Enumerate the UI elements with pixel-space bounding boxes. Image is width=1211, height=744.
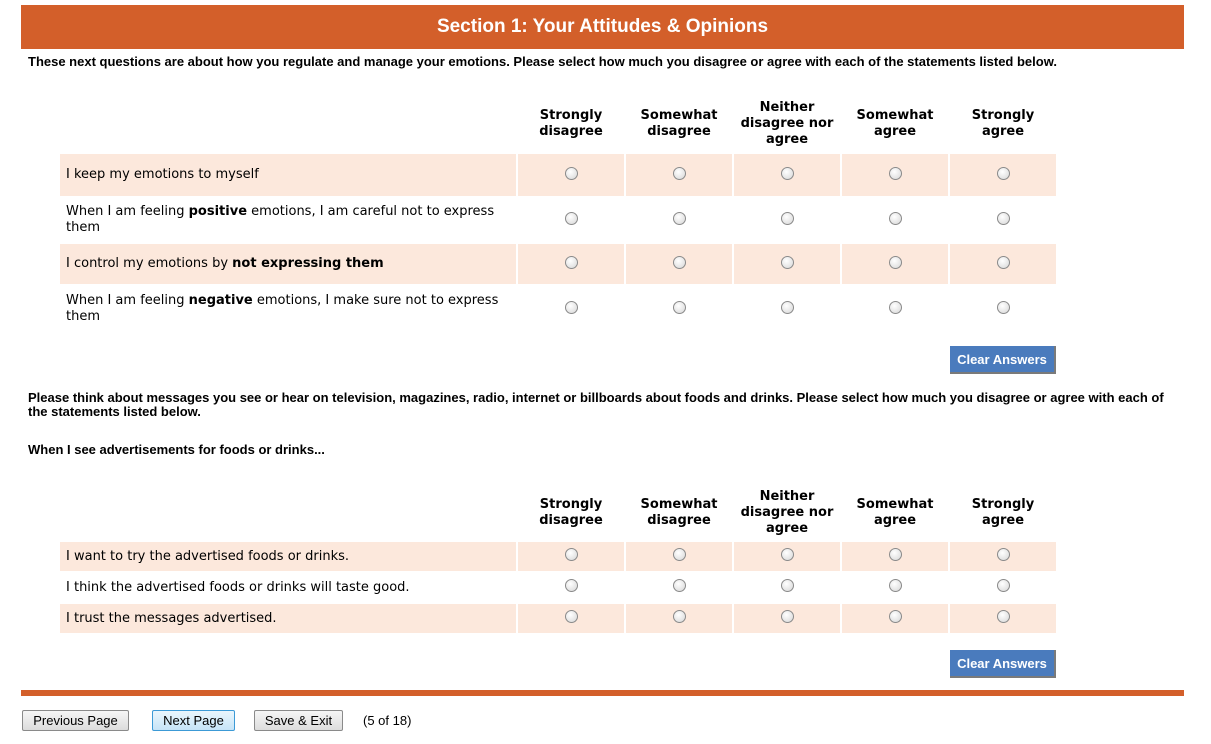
- answer-radio[interactable]: [781, 548, 794, 561]
- answer-radio[interactable]: [997, 548, 1010, 561]
- block2-lead: When I see advertisements for foods or drinks...: [28, 442, 325, 457]
- question-text-part: I want to try the advertised foods or drinks.: [66, 548, 350, 564]
- answer-radio[interactable]: [781, 610, 794, 623]
- question-text-part: I trust the messages advertised.: [66, 610, 277, 626]
- answer-radio[interactable]: [781, 579, 794, 592]
- column-header: Strongly disagree: [539, 496, 603, 528]
- answer-cell: [950, 286, 1056, 332]
- answer-cell: [950, 542, 1056, 571]
- answer-cell: [626, 154, 732, 196]
- column-header: Somewhat disagree: [640, 496, 718, 528]
- footer-divider: [21, 690, 1184, 696]
- advertising-question-grid: [58, 483, 1058, 635]
- emotion-question-grid: [58, 93, 1058, 334]
- answer-cell: [734, 286, 840, 332]
- header-blank: [60, 485, 516, 540]
- question-emphasis: positive: [188, 204, 248, 219]
- column-header: Neither disagree nor agree: [740, 99, 834, 147]
- answer-radio[interactable]: [997, 212, 1010, 225]
- column-header: Somewhat agree: [856, 496, 934, 528]
- answer-cell: [842, 604, 948, 633]
- answer-radio[interactable]: [673, 167, 686, 180]
- column-header: Strongly agree: [971, 107, 1035, 139]
- section-title: Section 1: Your Attitudes & Opinions: [21, 5, 1184, 49]
- answer-cell: [626, 244, 732, 284]
- question-row: [60, 573, 1056, 602]
- answer-radio[interactable]: [997, 301, 1010, 314]
- answer-radio[interactable]: [565, 256, 578, 269]
- answer-cell: [518, 244, 624, 284]
- answer-cell: [518, 542, 624, 571]
- answer-cell: [626, 573, 732, 602]
- question-text: [60, 542, 516, 571]
- answer-cell: [734, 573, 840, 602]
- column-header: Somewhat agree: [856, 107, 934, 139]
- answer-cell: [518, 604, 624, 633]
- answer-radio[interactable]: [673, 256, 686, 269]
- answer-radio[interactable]: [889, 212, 902, 225]
- question-row: [60, 198, 1056, 242]
- answer-radio[interactable]: [889, 256, 902, 269]
- clear-answers-button-1[interactable]: Clear Answers: [950, 346, 1056, 374]
- answer-cell: [518, 286, 624, 332]
- question-emphasis: negative: [188, 293, 253, 308]
- question-text-part: I control my emotions by: [66, 256, 233, 271]
- answer-cell: [734, 244, 840, 284]
- answer-cell: [734, 198, 840, 242]
- answer-cell: [950, 244, 1056, 284]
- question-row: [60, 604, 1056, 633]
- answer-radio[interactable]: [889, 548, 902, 561]
- clear-answers-button-2[interactable]: Clear Answers: [950, 650, 1056, 678]
- question-row: [60, 244, 1056, 284]
- page-indicator: (5 of 18): [363, 713, 412, 728]
- answer-radio[interactable]: [673, 579, 686, 592]
- question-text-part: When I am feeling: [66, 204, 189, 219]
- question-text: [60, 286, 516, 332]
- answer-radio[interactable]: [673, 610, 686, 623]
- column-header: Strongly agree: [971, 496, 1035, 528]
- answer-cell: [950, 604, 1056, 633]
- question-text-part: I keep my emotions to myself: [66, 167, 259, 182]
- question-row: [60, 154, 1056, 196]
- answer-radio[interactable]: [997, 579, 1010, 592]
- answer-radio[interactable]: [781, 256, 794, 269]
- question-text: [60, 573, 516, 602]
- answer-cell: [842, 154, 948, 196]
- answer-cell: [842, 573, 948, 602]
- answer-cell: [950, 198, 1056, 242]
- save-exit-button[interactable]: Save & Exit: [254, 710, 343, 731]
- answer-cell: [842, 198, 948, 242]
- question-text-part: When I am feeling: [66, 293, 189, 308]
- answer-radio[interactable]: [889, 301, 902, 314]
- answer-radio[interactable]: [565, 579, 578, 592]
- question-text: [60, 154, 516, 196]
- answer-radio[interactable]: [997, 167, 1010, 180]
- answer-cell: [518, 154, 624, 196]
- answer-cell: [842, 542, 948, 571]
- answer-radio[interactable]: [565, 548, 578, 561]
- answer-cell: [950, 573, 1056, 602]
- answer-radio[interactable]: [565, 301, 578, 314]
- answer-radio[interactable]: [781, 301, 794, 314]
- answer-cell: [950, 154, 1056, 196]
- answer-cell: [842, 286, 948, 332]
- answer-radio[interactable]: [565, 610, 578, 623]
- header-row: [60, 95, 1056, 152]
- answer-radio[interactable]: [673, 212, 686, 225]
- question-emphasis: not expressing them: [232, 256, 384, 271]
- answer-cell: [626, 286, 732, 332]
- answer-cell: [734, 542, 840, 571]
- header-row: [60, 485, 1056, 540]
- answer-radio[interactable]: [781, 212, 794, 225]
- answer-radio[interactable]: [565, 167, 578, 180]
- answer-radio[interactable]: [781, 167, 794, 180]
- answer-cell: [518, 573, 624, 602]
- answer-radio[interactable]: [997, 610, 1010, 623]
- question-text: [60, 244, 516, 284]
- answer-radio[interactable]: [673, 548, 686, 561]
- answer-cell: [518, 198, 624, 242]
- column-header: Strongly disagree: [539, 107, 603, 139]
- question-text-part: emotions, I am careful not to express them: [66, 204, 495, 235]
- answer-cell: [734, 604, 840, 633]
- header-blank: [60, 95, 516, 152]
- answer-radio[interactable]: [673, 301, 686, 314]
- answer-cell: [626, 542, 732, 571]
- answer-cell: [626, 604, 732, 633]
- answer-radio[interactable]: [889, 610, 902, 623]
- question-row: [60, 286, 1056, 332]
- answer-cell: [626, 198, 732, 242]
- answer-radio[interactable]: [889, 167, 902, 180]
- question-row: [60, 542, 1056, 571]
- question-text: [60, 604, 516, 633]
- column-header: Somewhat disagree: [640, 107, 718, 139]
- question-text: [60, 198, 516, 242]
- previous-page-button[interactable]: Previous Page: [22, 710, 129, 731]
- block2-intro: Please think about messages you see or hear on television, magazines, radio, internet or billboards about foods and drinks. Please select how much you disagree or agree with each of the statements listed below.: [28, 390, 1164, 419]
- next-page-button[interactable]: Next Page: [152, 710, 235, 731]
- answer-cell: [842, 244, 948, 284]
- answer-cell: [734, 154, 840, 196]
- block1-intro: These next questions are about how you regulate and manage your emotions. Please select how much you disagree or agree with each of the statements listed below.: [28, 54, 1057, 69]
- column-header: Neither disagree nor agree: [740, 488, 834, 536]
- answer-radio[interactable]: [565, 212, 578, 225]
- answer-radio[interactable]: [997, 256, 1010, 269]
- answer-radio[interactable]: [889, 579, 902, 592]
- question-text-part: emotions, I make sure not to express them: [66, 293, 499, 324]
- question-text-part: I think the advertised foods or drinks will taste good.: [66, 579, 410, 595]
